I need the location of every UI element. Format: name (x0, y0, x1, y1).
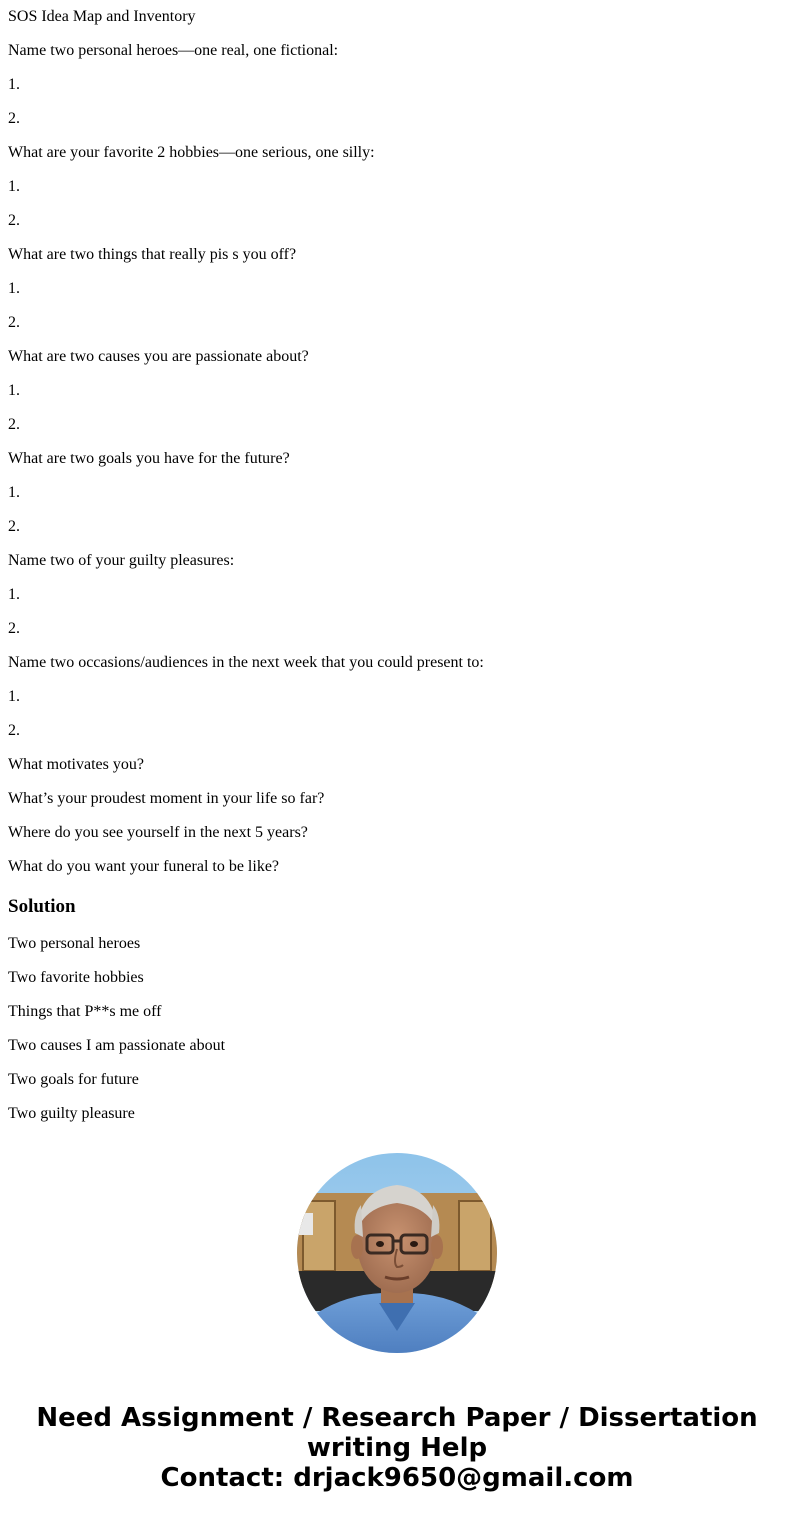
solution-heading: Solution (8, 896, 76, 917)
answer-line: 2. (8, 416, 20, 433)
question-line: What are two causes you are passionate about? (8, 348, 309, 365)
answer-line: 2. (8, 314, 20, 331)
footer-contact: Contact: drjack9650@gmail.com (160, 1463, 634, 1493)
answer-line: 1. (8, 688, 20, 705)
question-line: What are two things that really pis s you off? (8, 246, 297, 263)
question-line: Where do you see yourself in the next 5 years? (8, 824, 308, 841)
answer-line: 1. (8, 484, 20, 501)
author-photo-illustration (297, 1153, 497, 1353)
answer-line: 2. (8, 620, 20, 637)
answer-line: 1. (8, 178, 20, 195)
footer-promo (0, 1403, 794, 1493)
solution-list (8, 927, 786, 1131)
question-line: Name two occasions/audiences in the next week that you could present to: (8, 654, 484, 671)
solution-line: Things that P**s me off (8, 1003, 162, 1020)
question-line: What do you want your funeral to be like? (8, 858, 280, 875)
question-line: What motivates you? (8, 756, 144, 773)
solution-line: Two causes I am passionate about (8, 1037, 226, 1054)
question-line: Name two personal heroes—one real, one fictional: (8, 42, 339, 59)
author-avatar (297, 1153, 497, 1353)
answer-line: 1. (8, 280, 20, 297)
answer-line: 1. (8, 76, 20, 93)
question-list (8, 34, 786, 884)
solution-line: Two goals for future (8, 1071, 139, 1088)
question-line: What are two goals you have for the future? (8, 450, 290, 467)
footer-line-2: writing Help (306, 1433, 488, 1463)
answer-line: 1. (8, 382, 20, 399)
question-line: What’s your proudest moment in your life so far? (8, 790, 325, 807)
solution-line: Two favorite hobbies (8, 969, 144, 986)
solution-line: Two personal heroes (8, 935, 141, 952)
answer-line: 2. (8, 722, 20, 739)
answer-line: 1. (8, 586, 20, 603)
answer-line: 2. (8, 518, 20, 535)
question-line: What are your favorite 2 hobbies—one serious, one silly: (8, 144, 375, 161)
footer-line-1: Need Assignment / Research Paper / Dissertation (36, 1403, 758, 1433)
answer-line: 2. (8, 212, 20, 229)
answer-line: 2. (8, 110, 20, 127)
question-line: Name two of your guilty pleasures: (8, 552, 235, 569)
solution-line: Two guilty pleasure (8, 1105, 135, 1122)
document-title: SOS Idea Map and Inventory (8, 8, 196, 25)
